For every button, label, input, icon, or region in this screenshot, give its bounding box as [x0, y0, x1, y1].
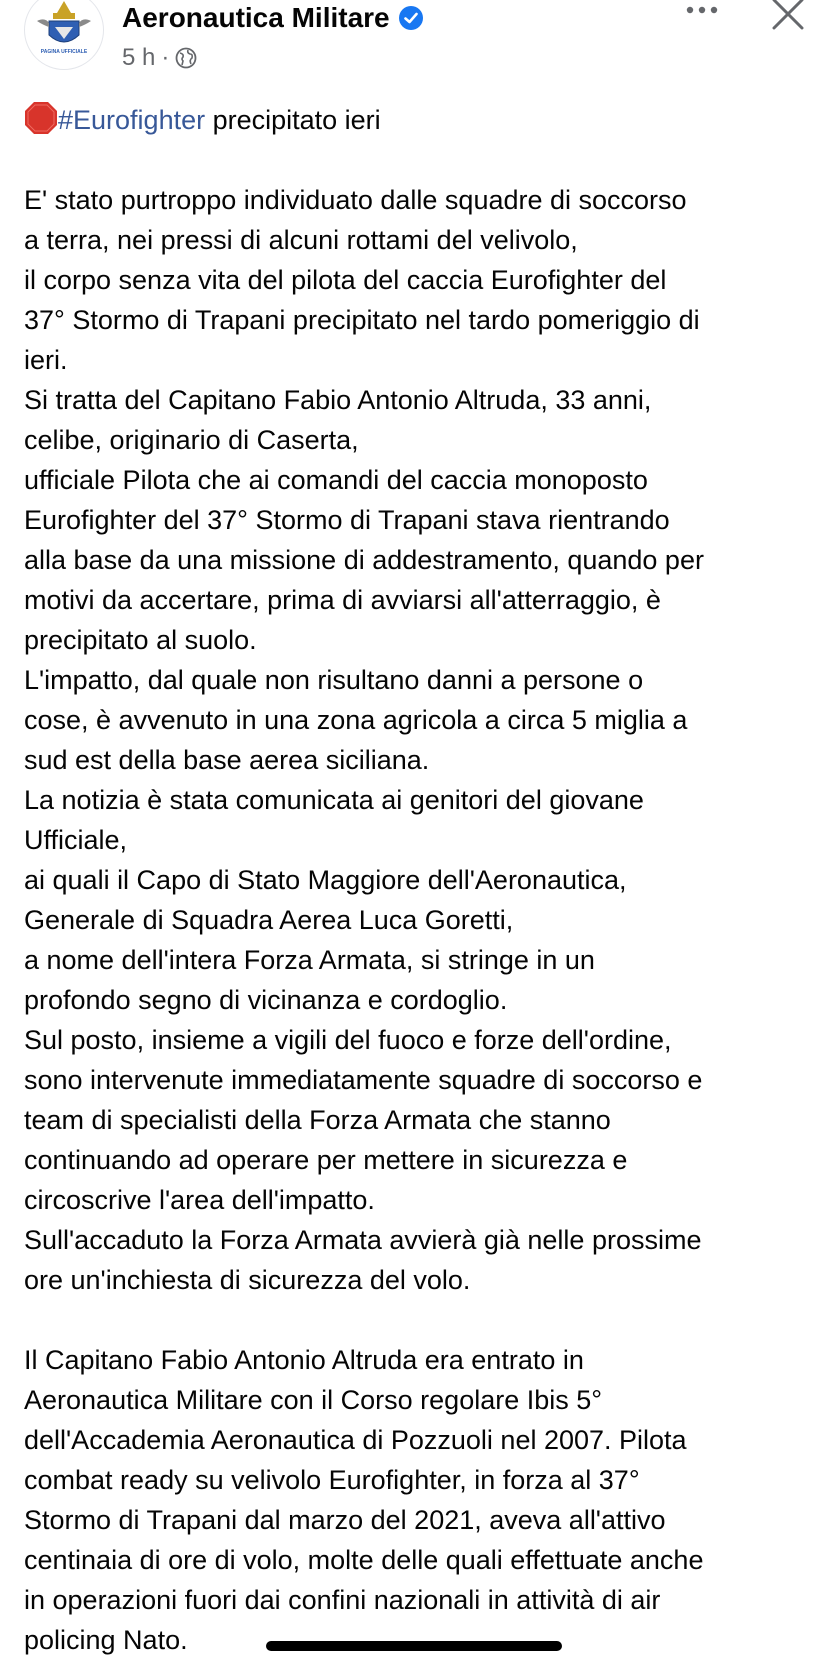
text-line: Ufficiale,	[24, 825, 128, 855]
text-line: E' stato purtroppo individuato dalle squadre di soccorso	[24, 185, 687, 215]
text-line: Si tratta del Capitano Fabio Antonio Altruda, 33 anni,	[24, 385, 652, 415]
text-line: L'impatto, dal quale non risultano danni a persone o	[24, 665, 644, 695]
text-line: centinaia di ore di volo, molte delle quali effettuate anche	[24, 1545, 704, 1575]
text-line: il corpo senza vita del pilota del caccia Eurofighter del	[24, 265, 667, 295]
text-line: policing Nato.	[24, 1625, 188, 1655]
text-line: Stormo di Trapani dal marzo del 2021, aveva all'attivo	[24, 1505, 666, 1535]
headline-text: precipitato ieri	[205, 105, 381, 135]
post-header	[0, 0, 827, 80]
blank-line	[24, 140, 814, 180]
text-line: continuando ad operare per mettere in sicurezza e	[24, 1145, 628, 1175]
post-headline	[24, 100, 814, 140]
text-line: Sul posto, insieme a vigili del fuoco e forze dell'ordine,	[24, 1025, 672, 1055]
verified-badge-icon	[398, 5, 424, 31]
more-options-icon[interactable]	[682, 0, 722, 22]
text-line: profondo segno di vicinanza e cordoglio.	[24, 985, 508, 1015]
text-line: celibe, originario di Caserta,	[24, 425, 359, 455]
text-line: ufficiale Pilota che ai comandi del caccia monoposto	[24, 465, 648, 495]
text-line: La notizia è stata comunicata ai genitori del giovane	[24, 785, 644, 815]
post-time[interactable]: 5 h	[122, 44, 156, 71]
close-icon[interactable]	[770, 0, 806, 32]
blank-line	[24, 1300, 814, 1340]
text-line: a terra, nei pressi di alcuni rottami del velivolo,	[24, 225, 578, 255]
text-line: Aeronautica Militare con il Corso regolare Ibis 5°	[24, 1385, 603, 1415]
author-name[interactable]: Aeronautica Militare	[122, 2, 390, 33]
text-line: sud est della base aerea siciliana.	[24, 745, 430, 775]
text-line: sono intervenute immediatamente squadre di soccorso e	[24, 1065, 703, 1095]
text-line: Generale di Squadra Aerea Luca Goretti,	[24, 905, 514, 935]
hashtag-link[interactable]: #Eurofighter	[58, 105, 206, 135]
text-line: combat ready su velivolo Eurofighter, in forza al 37°	[24, 1465, 640, 1495]
text-line: Eurofighter del 37° Stormo di Trapani stava rientrando	[24, 505, 670, 535]
home-indicator[interactable]	[266, 1641, 562, 1651]
stop-sign-icon	[24, 101, 58, 135]
text-line: alla base da una missione di addestramento, quando per	[24, 545, 704, 575]
coat-of-arms-logo	[25, 0, 103, 69]
text-line: in operazioni fuori dai confini nazionali in attività di air	[24, 1585, 661, 1615]
meta-separator: ·	[161, 44, 170, 71]
page-avatar[interactable]	[24, 0, 104, 70]
text-line: Il Capitano Fabio Antonio Altruda era entrato in	[24, 1345, 584, 1375]
text-line: ai quali il Capo di Stato Maggiore dell'Aeronautica,	[24, 865, 627, 895]
text-line: team di specialisti della Forza Armata che stanno	[24, 1105, 611, 1135]
text-line: 37° Stormo di Trapani precipitato nel tardo pomeriggio di	[24, 305, 700, 335]
text-line: circoscrive l'area dell'impatto.	[24, 1185, 375, 1215]
globe-icon	[175, 47, 197, 69]
text-line: precipitato al suolo.	[24, 625, 257, 655]
text-line: Sull'accaduto la Forza Armata avvierà già nelle prossime	[24, 1225, 702, 1255]
post-text-lines	[24, 180, 814, 1660]
text-line: ieri.	[24, 345, 68, 375]
text-line: motivi da accertare, prima di avviarsi all'atterraggio, è	[24, 585, 661, 615]
text-line: dell'Accademia Aeronautica di Pozzuoli nel 2007. Pilota	[24, 1425, 687, 1455]
text-line: a nome dell'intera Forza Armata, si stringe in un	[24, 945, 595, 975]
post-meta	[122, 44, 197, 72]
author-name-row[interactable]	[122, 2, 424, 34]
post-body	[24, 100, 814, 1660]
text-line: cose, è avvenuto in una zona agricola a circa 5 miglia a	[24, 705, 688, 735]
text-line: ore un'inchiesta di sicurezza del volo.	[24, 1265, 471, 1295]
avatar-caption: PAGINA UFFICIALE	[40, 49, 88, 55]
